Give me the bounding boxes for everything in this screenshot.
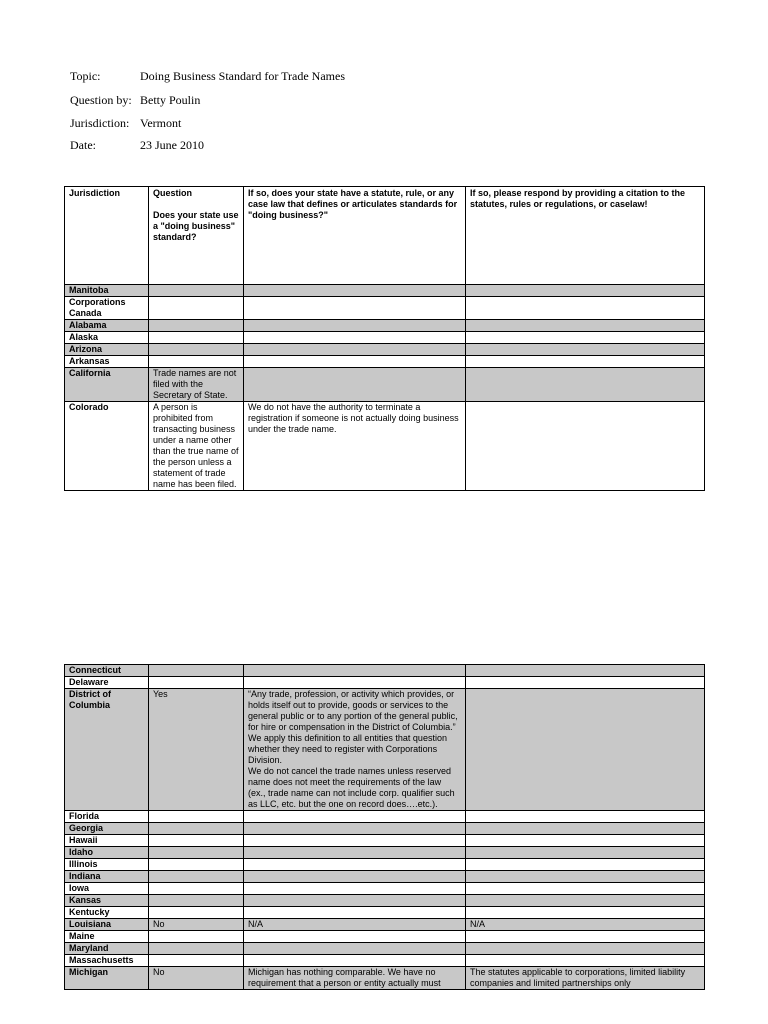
definition-cell [244, 285, 466, 297]
jurisdiction-cell: Connecticut [65, 665, 149, 677]
table-row [65, 811, 705, 823]
header-definition: If so, does your state have a statute, rule, or any case law that defines or articulates standards for "doing business?" [244, 187, 466, 285]
definition-cell: N/A [244, 919, 466, 931]
jurisdiction-cell: Maryland [65, 943, 149, 955]
jurisdiction-cell: Indiana [65, 871, 149, 883]
question-cell: No [149, 967, 244, 990]
question-cell [149, 285, 244, 297]
topic-value: Doing Business Standard for Trade Names [140, 69, 345, 83]
definition-cell [244, 883, 466, 895]
citation-cell [466, 931, 705, 943]
header-citation: If so, please respond by providing a citation to the statutes, rules or regulations, or caselaw! [466, 187, 705, 285]
question-cell [149, 943, 244, 955]
table-row [65, 955, 705, 967]
definition-cell [244, 907, 466, 919]
definition-cell [244, 344, 466, 356]
citation-cell [466, 823, 705, 835]
header-jurisdiction: Jurisdiction [65, 187, 149, 285]
jurisdiction-cell: Delaware [65, 677, 149, 689]
citation-cell [466, 677, 705, 689]
citation-cell [466, 943, 705, 955]
question-cell: Yes [149, 689, 244, 811]
jurisdiction-cell: Florida [65, 811, 149, 823]
citation-cell [466, 811, 705, 823]
table-row [65, 919, 705, 931]
citation-cell: N/A [466, 919, 705, 931]
citation-cell [466, 320, 705, 332]
question-by-value: Betty Poulin [140, 93, 201, 107]
definition-cell [244, 823, 466, 835]
table-row [65, 368, 705, 402]
table-row [65, 689, 705, 811]
question-cell [149, 931, 244, 943]
table-row [65, 356, 705, 368]
question-cell: No [149, 919, 244, 931]
definition-cell [244, 871, 466, 883]
jurisdiction-cell: Maine [65, 931, 149, 943]
definition-cell: “Any trade, profession, or activity which provides, or holds itself out to provide, goods or services to the general public or to any portion of the general public, for hire or compensation in the District of Columbia.” We apply this definition to all entities that question whether they need to register with Corporations Division. We do not cancel the trade names unless reserved name does not meet the requirements of the law (ex., trade name can not include corp. qualifier such as LLC, etc. but the one on record does….etc.). [244, 689, 466, 811]
topic-label: Topic: [70, 69, 101, 83]
header-question [149, 187, 244, 285]
definition-cell [244, 859, 466, 871]
citation-cell [466, 859, 705, 871]
jurisdiction-cell: Georgia [65, 823, 149, 835]
question-cell [149, 871, 244, 883]
jurisdiction-cell: Iowa [65, 883, 149, 895]
citation-cell [466, 847, 705, 859]
jurisdiction-label: Jurisdiction: [70, 116, 130, 130]
definition-cell [244, 847, 466, 859]
citation-cell [466, 285, 705, 297]
definition-cell [244, 677, 466, 689]
citation-cell [466, 297, 705, 320]
definition-cell [244, 895, 466, 907]
citation-cell [466, 356, 705, 368]
question-cell: A person is prohibited from transacting business under a name other than the true name of the person unless a statement of trade name has been filed. [149, 402, 244, 491]
question-cell [149, 332, 244, 344]
citation-cell [466, 895, 705, 907]
citation-cell [466, 332, 705, 344]
table-row [65, 297, 705, 320]
jurisdiction-cell: Massachusetts [65, 955, 149, 967]
table-row [65, 677, 705, 689]
question-cell [149, 847, 244, 859]
jurisdiction-cell: Manitoba [65, 285, 149, 297]
date-value: 23 June 2010 [140, 138, 204, 152]
jurisdiction-cell: Arkansas [65, 356, 149, 368]
question-cell [149, 356, 244, 368]
citation-cell [466, 955, 705, 967]
question-cell [149, 883, 244, 895]
survey-table-page2 [64, 664, 705, 990]
jurisdiction-value: Vermont [140, 116, 182, 130]
jurisdiction-cell: Hawaii [65, 835, 149, 847]
citation-cell [466, 665, 705, 677]
table-row [65, 931, 705, 943]
question-cell [149, 320, 244, 332]
definition-cell [244, 297, 466, 320]
table-row [65, 344, 705, 356]
question-cell [149, 665, 244, 677]
jurisdiction-cell: Colorado [65, 402, 149, 491]
jurisdiction-cell: Corporations Canada [65, 297, 149, 320]
citation-cell [466, 835, 705, 847]
table-row [65, 402, 705, 491]
question-cell [149, 823, 244, 835]
table-row [65, 883, 705, 895]
jurisdiction-cell: Kansas [65, 895, 149, 907]
question-cell [149, 895, 244, 907]
definition-cell [244, 665, 466, 677]
jurisdiction-cell: District of Columbia [65, 689, 149, 811]
citation-cell [466, 368, 705, 402]
table-row [65, 967, 705, 990]
citation-cell [466, 871, 705, 883]
jurisdiction-cell: Illinois [65, 859, 149, 871]
citation-cell [466, 689, 705, 811]
definition-cell [244, 931, 466, 943]
citation-cell [466, 402, 705, 491]
date-label: Date: [70, 138, 96, 152]
definition-cell [244, 811, 466, 823]
citation-cell [466, 883, 705, 895]
table-row [65, 320, 705, 332]
question-cell [149, 907, 244, 919]
citation-cell: The statutes applicable to corporations, limited liability companies and limited partnerships only [466, 967, 705, 990]
question-cell [149, 344, 244, 356]
question-cell: Trade names are not filed with the Secretary of State. [149, 368, 244, 402]
jurisdiction-cell: Alaska [65, 332, 149, 344]
definition-cell [244, 368, 466, 402]
question-cell [149, 835, 244, 847]
definition-cell [244, 835, 466, 847]
definition-cell [244, 356, 466, 368]
jurisdiction-cell: California [65, 368, 149, 402]
table-row [65, 835, 705, 847]
jurisdiction-cell: Kentucky [65, 907, 149, 919]
jurisdiction-cell: Arizona [65, 344, 149, 356]
question-cell [149, 859, 244, 871]
definition-cell [244, 955, 466, 967]
question-cell [149, 955, 244, 967]
definition-cell: Michigan has nothing comparable. We have no requirement that a person or entity actually must [244, 967, 466, 990]
definition-cell [244, 943, 466, 955]
table-row [65, 907, 705, 919]
question-cell [149, 297, 244, 320]
table-row [65, 665, 705, 677]
citation-cell [466, 344, 705, 356]
table-row [65, 895, 705, 907]
definition-cell: We do not have the authority to terminate a registration if someone is not actually doing business under the trade name. [244, 402, 466, 491]
definition-cell [244, 332, 466, 344]
table-row [65, 847, 705, 859]
citation-cell [466, 907, 705, 919]
question-by-label: Question by: [70, 93, 132, 107]
jurisdiction-cell: Idaho [65, 847, 149, 859]
jurisdiction-cell: Michigan [65, 967, 149, 990]
table-row [65, 285, 705, 297]
question-cell [149, 811, 244, 823]
table-header-row [65, 187, 705, 285]
question-cell [149, 677, 244, 689]
table-row [65, 859, 705, 871]
jurisdiction-cell: Alabama [65, 320, 149, 332]
header-question-sub: Does your state use a "doing business" standard? [153, 210, 239, 242]
table-row [65, 332, 705, 344]
table-row [65, 871, 705, 883]
table-row [65, 823, 705, 835]
header-question-title: Question [153, 188, 193, 198]
definition-cell [244, 320, 466, 332]
survey-table-page1 [64, 186, 705, 491]
table-row [65, 943, 705, 955]
jurisdiction-cell: Louisiana [65, 919, 149, 931]
